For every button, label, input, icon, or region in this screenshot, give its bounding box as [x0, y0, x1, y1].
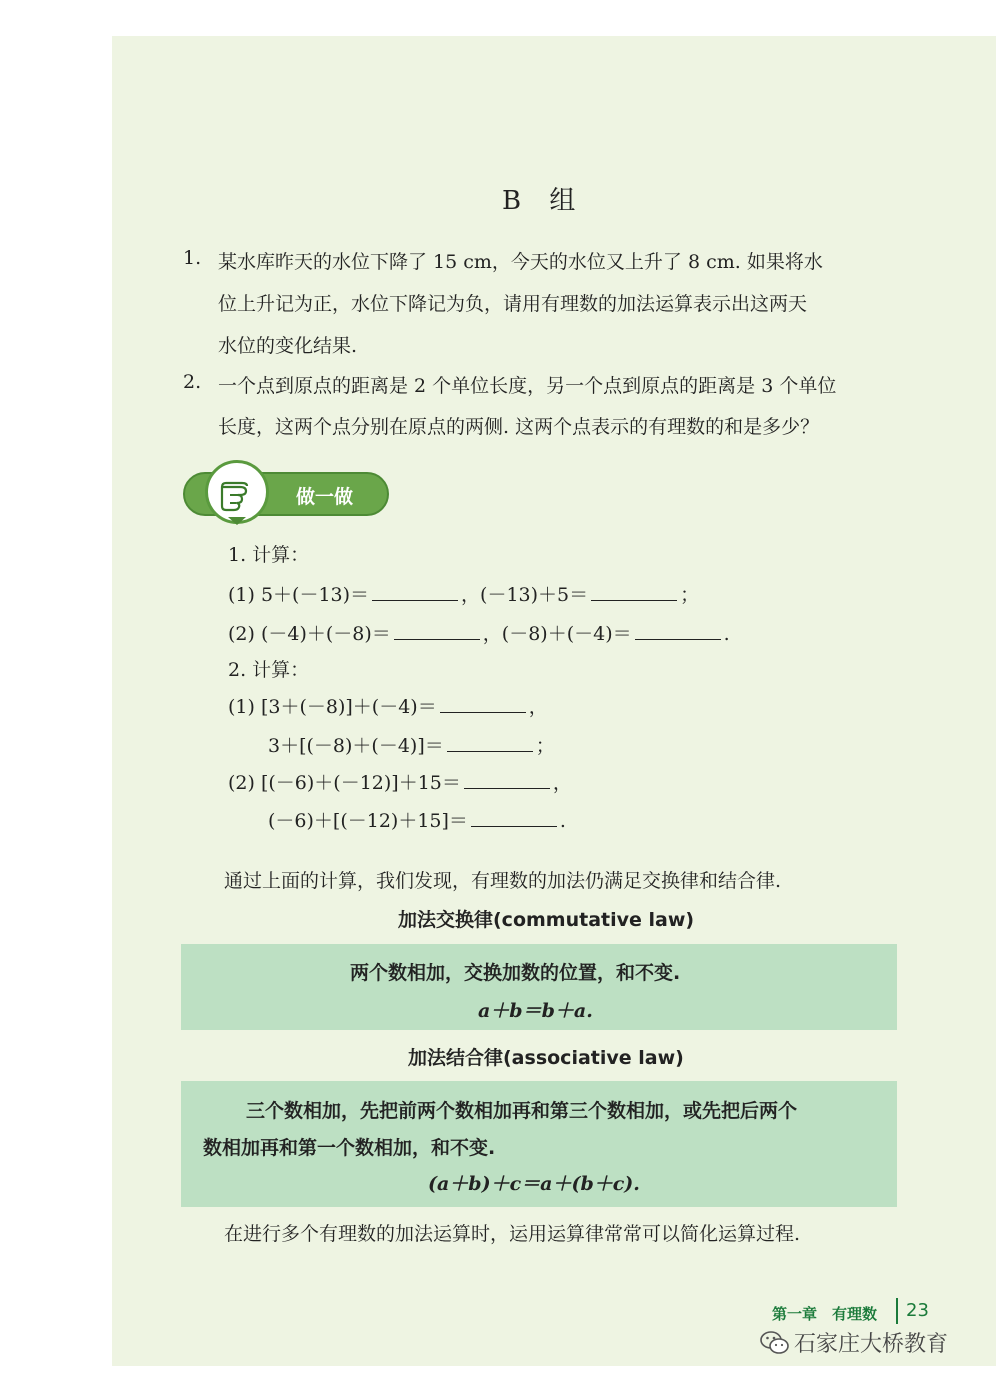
closing-text: 在进行多个有理数的加法运算时，运用运算律常常可以简化运算过程.	[224, 1223, 801, 1245]
wechat-icon	[760, 1330, 790, 1356]
associative-law-formula: (a＋b)＋c＝a＋(b＋c).	[428, 1173, 640, 1195]
section-heading: B 组	[502, 186, 586, 216]
task-2-line-2-expr: 3＋[(－8)＋(－4)]＝	[268, 735, 444, 757]
task-1-line-2	[228, 619, 730, 646]
answer-blank	[464, 774, 550, 789]
task-2-line-1-expr: (1) [3＋(－8)]＋(－4)＝	[228, 696, 437, 718]
activity-badge-circle	[205, 460, 269, 524]
pointing-hand-icon	[208, 463, 266, 521]
page-number: 23	[906, 1300, 929, 1321]
answer-blank	[591, 586, 677, 601]
task-2-line-2-punct: ；	[535, 735, 555, 757]
exercise-1-line-1: 某水库昨天的水位下降了 15 cm，今天的水位又上升了 8 cm. 如果将水	[218, 251, 823, 273]
task-1-line-1-part-b: ，(－13)＋5＝	[461, 584, 589, 606]
task-1-line-1-part-c: ；	[680, 584, 700, 606]
conclusion-text: 通过上面的计算，我们发现，有理数的加法仍满足交换律和结合律.	[224, 870, 782, 892]
exercise-2-line-2: 长度，这两个点分别在原点的两侧. 这两个点表示的有理数的和是多少？	[218, 416, 820, 438]
commutative-law-statement: 两个数相加，交换加数的位置，和不变.	[350, 962, 681, 984]
chapter-label: 第一章 有理数	[772, 1305, 878, 1323]
task-2-line-1	[228, 692, 548, 719]
task-2-line-4	[268, 806, 566, 833]
associative-law-statement-line-2: 数相加再和第一个数相加，和不变.	[203, 1137, 496, 1159]
exercise-1-number: 1.	[183, 247, 202, 269]
task-2-line-4-punct: .	[559, 810, 566, 832]
answer-blank	[635, 625, 721, 640]
task-2-line-3	[228, 768, 572, 795]
task-1-line-1-part-a: (1) 5＋(－13)＝	[228, 584, 370, 606]
task-2-line-4-expr: (－6)＋[(－12)＋15]＝	[268, 810, 468, 832]
task-1-heading: 1. 计算：	[228, 544, 310, 566]
task-2-line-3-expr: (2) [(－6)＋(－12)]＋15＝	[228, 772, 461, 794]
associative-law-statement-line-1: 三个数相加，先把前两个数相加再和第三个数相加，或先把后两个	[246, 1100, 798, 1122]
activity-badge-pointer	[228, 517, 246, 525]
task-1-line-2-part-c: .	[723, 623, 730, 645]
answer-blank	[440, 698, 526, 713]
exercise-1-line-3: 水位的变化结果.	[218, 335, 358, 357]
task-1-line-2-part-b: ，(－8)＋(－4)＝	[482, 623, 632, 645]
commutative-law-title: 加法交换律(commutative law)	[398, 909, 695, 931]
answer-blank	[447, 737, 533, 752]
exercise-2-line-1: 一个点到原点的距离是 2 个单位长度，另一个点到原点的距离是 3 个单位	[218, 375, 837, 397]
associative-law-title: 加法结合律(associative law)	[408, 1047, 684, 1069]
task-2-line-2	[268, 731, 555, 758]
answer-blank	[372, 586, 458, 601]
task-2-line-1-punct: ，	[528, 696, 548, 718]
exercise-1-line-2: 位上升记为正，水位下降记为负，请用有理数的加法运算表示出这两天	[218, 293, 808, 315]
task-1-line-1	[228, 580, 699, 607]
commutative-law-formula: a＋b＝b＋a.	[478, 1000, 593, 1022]
answer-blank	[394, 625, 480, 640]
watermark-text: 石家庄大桥教育	[794, 1332, 949, 1357]
answer-blank	[471, 812, 557, 827]
task-2-line-3-punct: ，	[552, 772, 572, 794]
activity-label: 做一做	[296, 486, 354, 508]
footer-divider	[896, 1298, 898, 1324]
task-1-line-2-part-a: (2) (－4)＋(－8)＝	[228, 623, 391, 645]
task-2-heading: 2. 计算：	[228, 659, 310, 681]
exercise-2-number: 2.	[183, 371, 202, 393]
